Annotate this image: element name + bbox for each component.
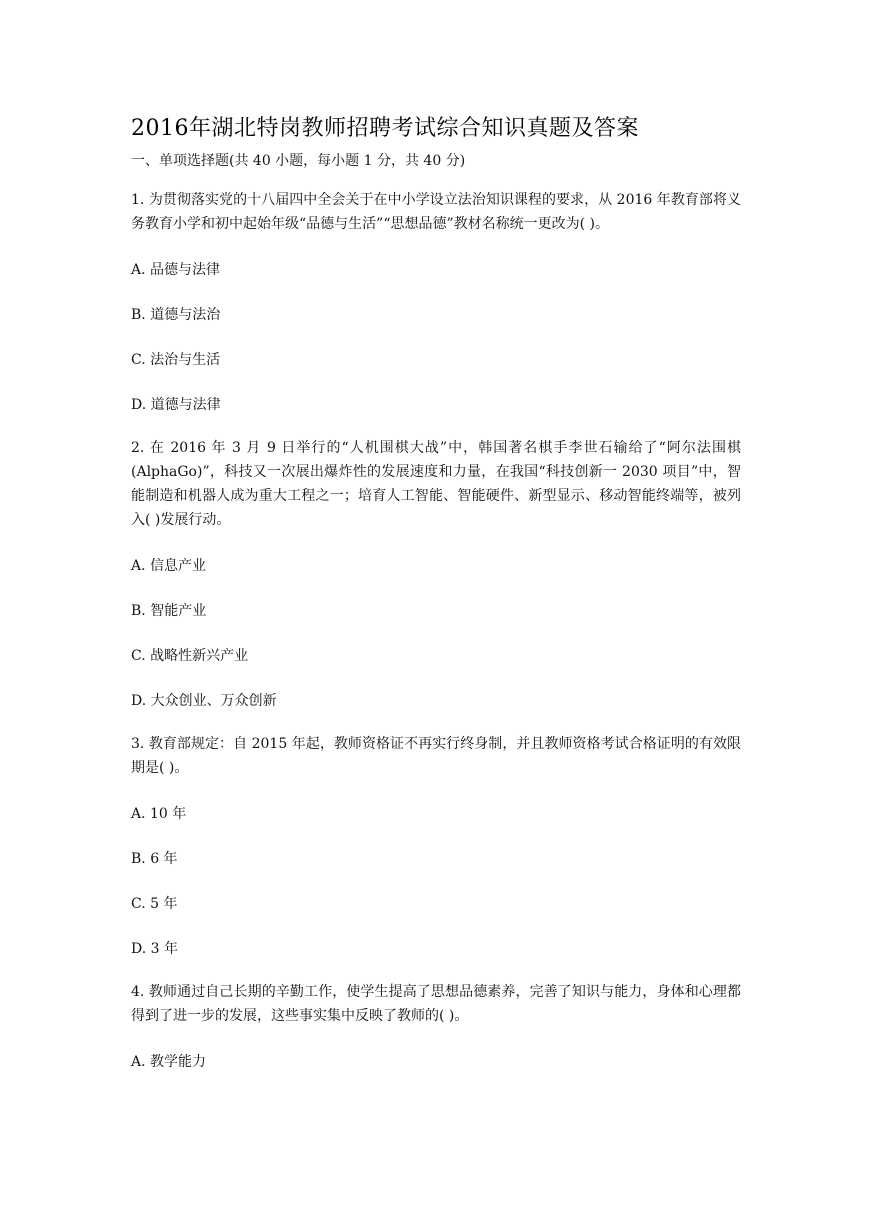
question-1: [131, 188, 741, 416]
option-a: A. 品德与法律: [131, 262, 221, 278]
document-page: [131, 112, 741, 1073]
option-b: B. 道德与法治: [131, 307, 221, 323]
question-3: [131, 732, 741, 960]
question-2: [131, 436, 741, 712]
question-4: [131, 980, 741, 1073]
option-d: D. 3 年: [131, 941, 178, 957]
option-b: B. 智能产业: [131, 603, 207, 619]
section-heading: 一、单项选择题(共 40 小题，每小题 1 分，共 40 分): [131, 153, 466, 169]
question-stem: 4. 教师通过自己长期的辛勤工作，使学生提高了思想品德素养，完善了知识与能力，身体和心理都得到了进一步的发展，这些事实集中反映了教师的( )。: [131, 984, 741, 1024]
document-title: 2016年湖北特岗教师招聘考试综合知识真题及答案: [131, 116, 639, 141]
option-a: A. 信息产业: [131, 558, 207, 574]
option-b: B. 6 年: [131, 851, 178, 867]
option-a: A. 教学能力: [131, 1054, 207, 1070]
question-stem: 1. 为贯彻落实党的十八届四中全会关于在中小学设立法治知识课程的要求，从 2016 年教育部将义务教育小学和初中起始年级“品德与生活”“思想品德”教材名称统一更改为( )。: [131, 192, 741, 232]
option-c: C. 战略性新兴产业: [131, 648, 249, 664]
question-stem: 3. 教育部规定：自 2015 年起，教师资格证不再实行终身制，并且教师资格考试合格证明的有效限期是( )。: [131, 736, 741, 776]
option-d: D. 道德与法律: [131, 397, 221, 413]
option-c: C. 5 年: [131, 896, 178, 912]
option-d: D. 大众创业、万众创新: [131, 693, 277, 709]
option-c: C. 法治与生活: [131, 352, 221, 368]
option-a: A. 10 年: [131, 806, 187, 822]
question-stem: 2. 在 2016 年 3 月 9 日举行的“人机围棋大战”中，韩国著名棋手李世石输给了“阿尔法围棋(AlphaGo)”，科技又一次展出爆炸性的发展速度和力量，在我国“科技创新一 2030 项目”中，智能制造和机器人成为重大工程之一；培育人工智能、智能硬件、新型显示、移动智能终端等，被列入( )发展行动。: [131, 440, 741, 528]
